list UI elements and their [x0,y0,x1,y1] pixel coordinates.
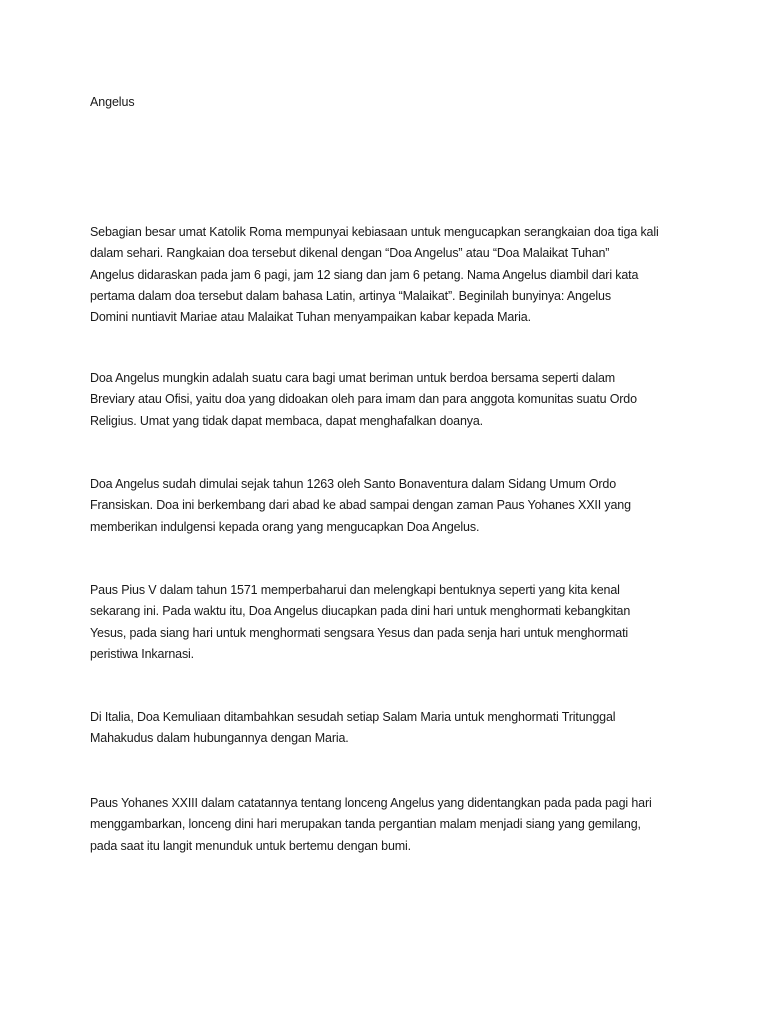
paragraph-5: Di Italia, Doa Kemuliaan ditambahkan sesudah setiap Salam Maria untuk menghormati Tritunggal Mahakudus dalam hubungannya dengan Maria. [90,710,616,746]
paragraph-6: Paus Yohanes XXIII dalam catatannya tentang lonceng Angelus yang didentangkan pada pada pagi hari menggambarkan, lonceng dini hari merupakan tanda pergantian malam menjadi siang yang gemilang, pada saat itu langit menunduk untuk bertemu dengan bumi. [90,796,652,853]
paragraph-2: Doa Angelus mungkin adalah suatu cara bagi umat beriman untuk berdoa bersama seperti dalam Breviary atau Ofisi, yaitu doa yang didoakan oleh para imam dan para anggota komunitas suatu Ordo Religius. Umat yang tidak dapat membaca, dapat menghafalkan doanya. [90,371,637,428]
paragraph-3: Doa Angelus sudah dimulai sejak tahun 1263 oleh Santo Bonaventura dalam Sidang Umum Ordo Fransiskan. Doa ini berkembang dari abad ke abad sampai dengan zaman Paus Yohanes XXII yang memberikan indulgensi kepada orang yang mengucapkan Doa Angelus. [90,477,631,534]
paragraph-1: Sebagian besar umat Katolik Roma mempunyai kebiasaan untuk mengucapkan serangkaian doa tiga kali dalam sehari. Rangkaian doa tersebut dikenal dengan “Doa Angelus” atau “Doa Malaikat Tuhan” Angelus didaraskan pada jam 6 pagi, jam 12 siang dan jam 6 petang. Nama Angelus diambil dari kata pertama dalam doa tersebut dalam bahasa Latin, artinya “Malaikat”. Beginilah bunyinya: Angelus Domini nuntiavit Mariae atau Malaikat Tuhan menyampaikan kabar kepada Maria. [90,225,659,325]
paragraph-4: Paus Pius V dalam tahun 1571 memperbaharui dan melengkapi bentuknya seperti yang kita kenal sekarang ini. Pada waktu itu, Doa Angelus diucapkan pada dini hari untuk menghormati kebangkitan Yesus, pada siang hari untuk menghormati sengsara Yesus dan pada senja hari untuk menghormati peristiwa Inkarnasi. [90,583,631,661]
document-title: Angelus [90,95,135,109]
